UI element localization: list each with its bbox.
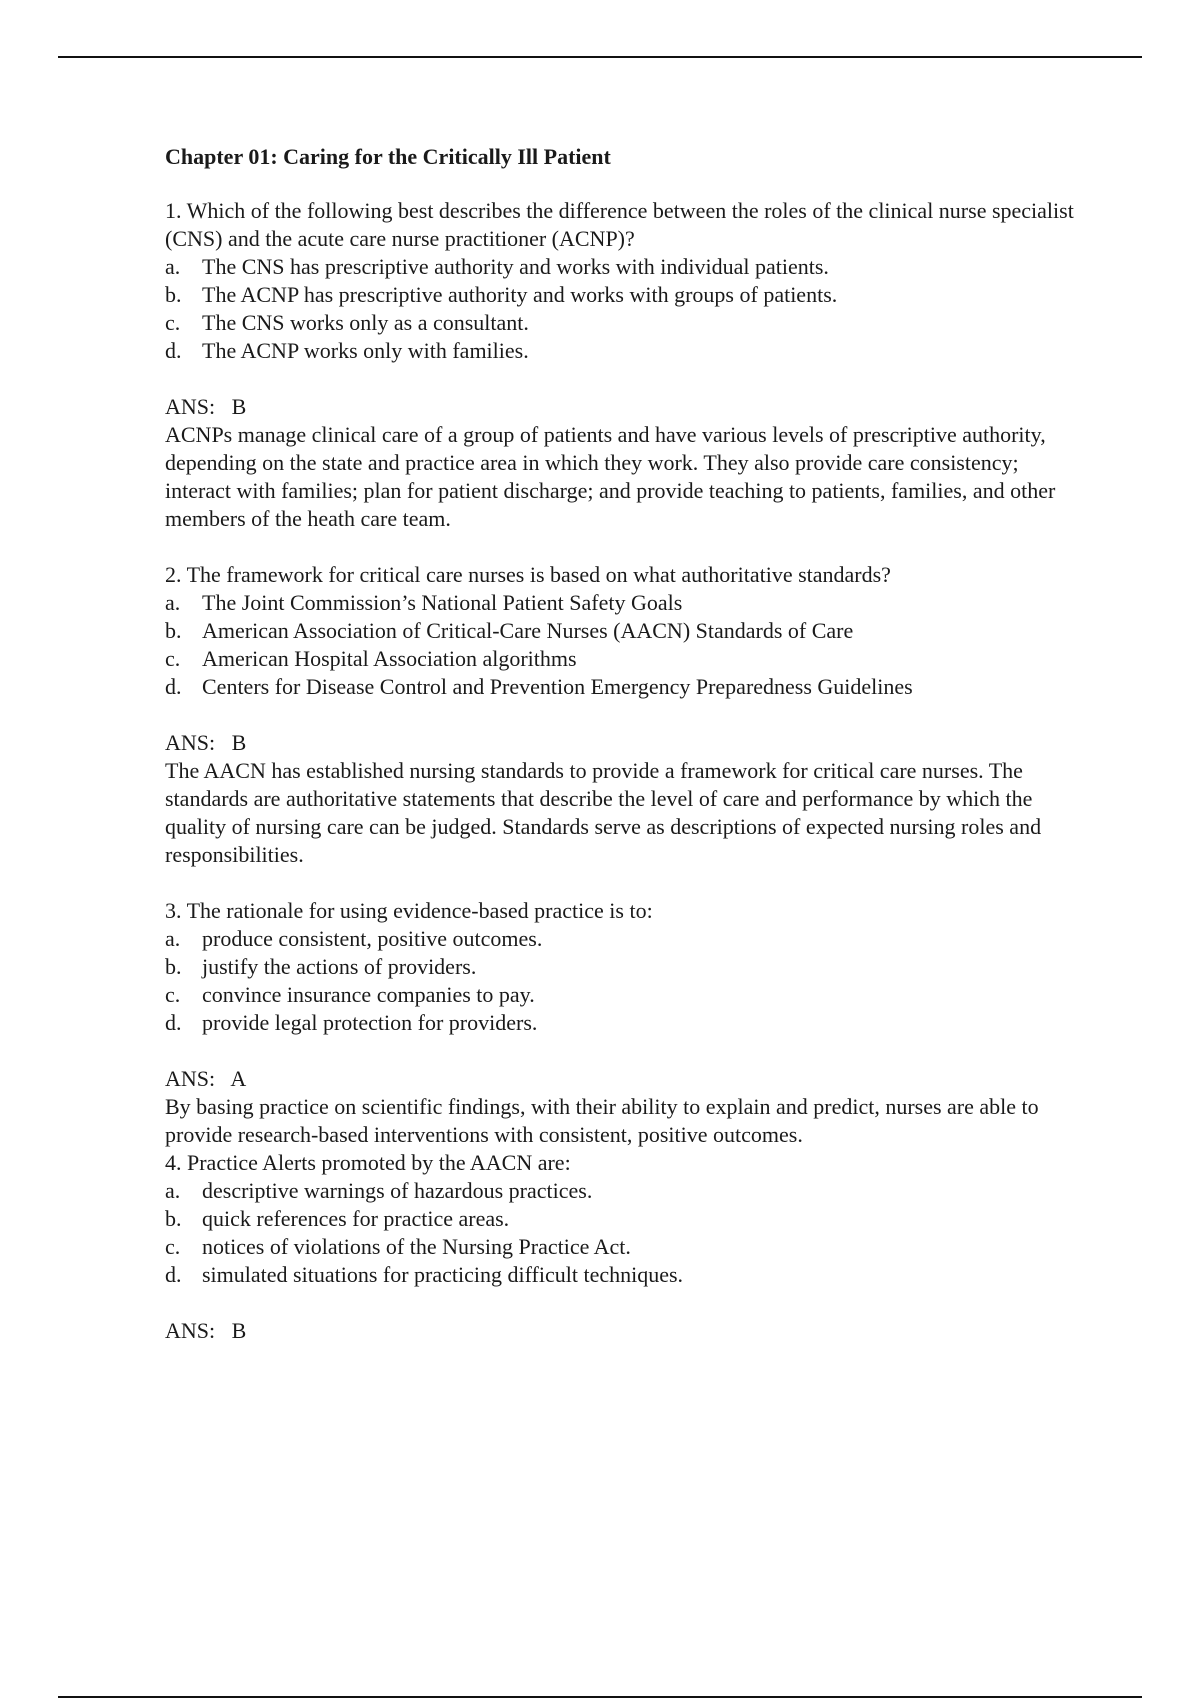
option-letter: a. bbox=[165, 590, 181, 615]
question-block-2 bbox=[165, 561, 1085, 869]
answer-key: ANS: B bbox=[165, 1318, 247, 1343]
rationale-text: ACNPs manage clinical care of a group of patients and have various levels of prescriptive authority, depending on the state and practice area in which they work. They also provide care consistency; interact with families; plan for patient discharge; and provide teaching to patients, families, and other members of the heath care team. bbox=[165, 422, 1056, 531]
option-text: notices of violations of the Nursing Practice Act. bbox=[202, 1234, 631, 1259]
option-letter: a. bbox=[165, 1178, 181, 1203]
chapter-title: Chapter 01: Caring for the Critically Ill Patient bbox=[165, 144, 611, 169]
option-letter: b. bbox=[165, 954, 182, 979]
option-letter: c. bbox=[165, 1234, 181, 1259]
footer-rule bbox=[58, 1696, 1142, 1698]
answer-key: ANS: B bbox=[165, 394, 247, 419]
question-stem: 3. The rationale for using evidence-based practice is to: bbox=[165, 898, 653, 923]
option-text: produce consistent, positive outcomes. bbox=[202, 926, 543, 951]
question-block-3 bbox=[165, 897, 1085, 1149]
option-letter: c. bbox=[165, 646, 181, 671]
answer-options bbox=[165, 589, 1085, 701]
option-text: American Association of Critical-Care Nurses (AACN) Standards of Care bbox=[202, 618, 854, 643]
option-letter: d. bbox=[165, 1262, 182, 1287]
option-text: The CNS has prescriptive authority and works with individual patients. bbox=[202, 254, 829, 279]
option-text: American Hospital Association algorithms bbox=[202, 646, 577, 671]
option-text: The Joint Commission’s National Patient Safety Goals bbox=[202, 590, 683, 615]
rationale-text: The AACN has established nursing standards to provide a framework for critical care nurses. The standards are authoritative statements that describe the level of care and performance by which the quality of nursing care can be judged. Standards serve as descriptions of expected nursing roles and responsibilities. bbox=[165, 758, 1042, 867]
option-text: provide legal protection for providers. bbox=[202, 1010, 538, 1035]
option-c bbox=[165, 1233, 1085, 1261]
header-rule bbox=[58, 56, 1142, 58]
option-text: simulated situations for practicing difficult techniques. bbox=[202, 1262, 684, 1287]
option-b bbox=[165, 1205, 1085, 1233]
option-a bbox=[165, 253, 1085, 281]
question-block-1 bbox=[165, 197, 1085, 533]
answer-options bbox=[165, 253, 1085, 365]
option-text: quick references for practice areas. bbox=[202, 1206, 510, 1231]
option-c bbox=[165, 645, 1085, 673]
option-letter: b. bbox=[165, 282, 182, 307]
option-d bbox=[165, 673, 1085, 701]
rationale-text: By basing practice on scientific findings, with their ability to explain and predict, nurses are able to provide research-based interventions with consistent, positive outcomes. bbox=[165, 1094, 1039, 1147]
option-letter: c. bbox=[165, 982, 181, 1007]
option-c bbox=[165, 981, 1085, 1009]
option-text: The CNS works only as a consultant. bbox=[202, 310, 529, 335]
option-text: justify the actions of providers. bbox=[202, 954, 477, 979]
option-d bbox=[165, 1261, 1085, 1289]
option-c bbox=[165, 309, 1085, 337]
option-letter: a. bbox=[165, 254, 181, 279]
option-text: The ACNP works only with families. bbox=[202, 338, 529, 363]
option-text: Centers for Disease Control and Prevention Emergency Preparedness Guidelines bbox=[202, 674, 913, 699]
question-block-4 bbox=[165, 1149, 1085, 1345]
answer-key: ANS: A bbox=[165, 1066, 247, 1091]
option-letter: c. bbox=[165, 310, 181, 335]
option-d bbox=[165, 1009, 1085, 1037]
question-stem: 1. Which of the following best describes the difference between the roles of the clinical nurse specialist (CNS) and the acute care nurse practitioner (ACNP)? bbox=[165, 198, 1074, 251]
option-letter: d. bbox=[165, 338, 182, 363]
option-letter: d. bbox=[165, 674, 182, 699]
option-b bbox=[165, 953, 1085, 981]
option-a bbox=[165, 925, 1085, 953]
question-stem: 2. The framework for critical care nurses is based on what authoritative standards? bbox=[165, 562, 891, 587]
answer-key: ANS: B bbox=[165, 730, 247, 755]
option-letter: d. bbox=[165, 1010, 182, 1035]
answer-options bbox=[165, 1177, 1085, 1289]
option-d bbox=[165, 337, 1085, 365]
option-letter: a. bbox=[165, 926, 181, 951]
option-a bbox=[165, 1177, 1085, 1205]
option-letter: b. bbox=[165, 618, 182, 643]
option-b bbox=[165, 617, 1085, 645]
option-a bbox=[165, 589, 1085, 617]
option-text: convince insurance companies to pay. bbox=[202, 982, 535, 1007]
answer-options bbox=[165, 925, 1085, 1037]
document-body bbox=[165, 143, 1085, 1373]
option-b bbox=[165, 281, 1085, 309]
question-stem: 4. Practice Alerts promoted by the AACN are: bbox=[165, 1150, 571, 1175]
option-letter: b. bbox=[165, 1206, 182, 1231]
option-text: The ACNP has prescriptive authority and works with groups of patients. bbox=[202, 282, 838, 307]
option-text: descriptive warnings of hazardous practices. bbox=[202, 1178, 593, 1203]
